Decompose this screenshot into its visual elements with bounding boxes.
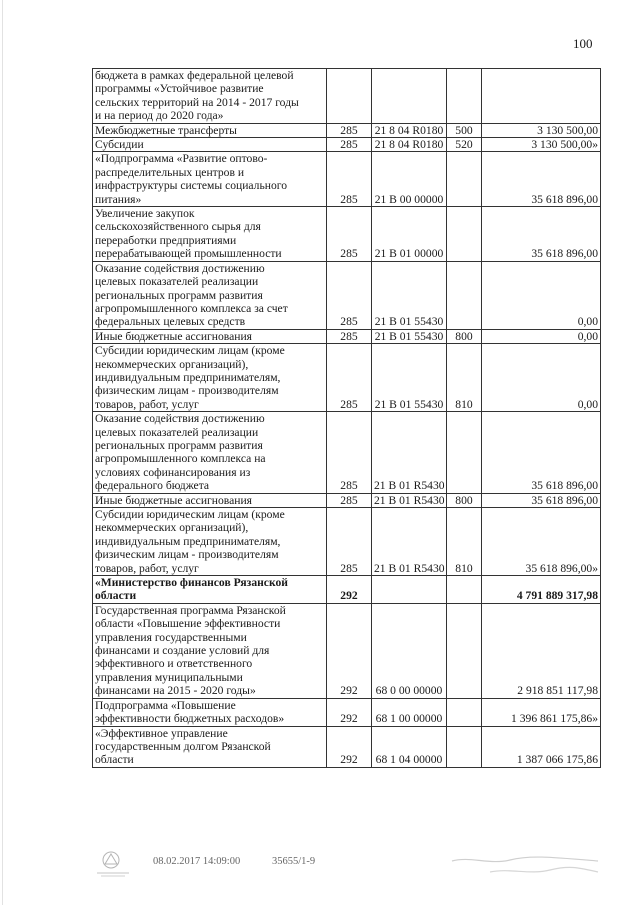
row-expense-type — [447, 603, 482, 698]
row-name: Субсидии юридическим лицам (кроме некоммерческих организаций), индивидуальным предпринимателям, физическим лицам - производителям товаров, работ, услуг — [93, 344, 327, 412]
table-row — [93, 412, 601, 493]
row-amount: 3 130 500,00 — [482, 123, 601, 137]
row-admin-code: 285 — [327, 412, 372, 493]
row-admin-code: 292 — [327, 698, 372, 726]
row-expense-type: 810 — [447, 508, 482, 576]
row-expense-type — [447, 207, 482, 262]
row-name: Иные бюджетные ассигнования — [93, 493, 327, 507]
row-name: Иные бюджетные ассигнования — [93, 329, 327, 343]
table-row — [93, 152, 601, 207]
row-expense-type — [447, 152, 482, 207]
row-expense-type: 810 — [447, 344, 482, 412]
row-admin-code — [327, 69, 372, 124]
table-row — [93, 603, 601, 698]
row-name: Государственная программа Рязанской области «Повышение эффективности управления государственными финансами и создание условий для эффективного и ответственного управления муниципальными финансами на 2015 - 2020 годы» — [93, 603, 327, 698]
row-amount: 35 618 896,00 — [482, 152, 601, 207]
table-row — [93, 493, 601, 507]
table-row — [93, 726, 601, 767]
table-row — [93, 576, 601, 604]
row-name: Межбюджетные трансферты — [93, 123, 327, 137]
row-amount: 1 396 861 175,86» — [482, 698, 601, 726]
row-admin-code: 285 — [327, 329, 372, 343]
row-name: Оказание содействия достижению целевых показателей реализации региональных программ развития агропромышленного комплекса за счет федеральных целевых средств — [93, 261, 327, 329]
row-name: «Министерство финансов Рязанской области — [93, 576, 327, 604]
row-target-code: 21 8 04 R0180 — [372, 123, 447, 137]
row-admin-code: 292 — [327, 576, 372, 604]
row-amount: 0,00 — [482, 261, 601, 329]
row-expense-type — [447, 576, 482, 604]
row-amount: 35 618 896,00 — [482, 207, 601, 262]
row-name: Подпрограмма «Повышение эффективности бюджетных расходов» — [93, 698, 327, 726]
row-amount — [482, 69, 601, 124]
table-row — [93, 698, 601, 726]
row-admin-code: 292 — [327, 603, 372, 698]
footer-date: 08.02.2017 14:09:00 — [153, 856, 241, 867]
watermark — [450, 852, 600, 878]
row-expense-type — [447, 726, 482, 767]
row-expense-type: 800 — [447, 329, 482, 343]
row-amount: 0,00 — [482, 329, 601, 343]
row-name: Субсидии юридическим лицам (кроме некоммерческих организаций), индивидуальным предпринимателям, физическим лицам - производителям товаров, работ, услуг — [93, 508, 327, 576]
row-target-code: 21 В 01 R5430 — [372, 493, 447, 507]
table-row — [93, 508, 601, 576]
row-name: Оказание содействия достижению целевых показателей реализации региональных программ развития агропромышленного комплекса на условиях софинансирования из федерального бюджета — [93, 412, 327, 493]
row-target-code: 21 В 01 55430 — [372, 344, 447, 412]
row-name: «Эффективное управление государственным долгом Рязанской области — [93, 726, 327, 767]
row-target-code: 68 1 00 00000 — [372, 698, 447, 726]
row-amount: 0,00 — [482, 344, 601, 412]
footer-doc-code: 35655/1-9 — [272, 856, 316, 867]
row-amount: 4 791 889 317,98 — [482, 576, 601, 604]
row-admin-code: 285 — [327, 152, 372, 207]
row-admin-code: 285 — [327, 508, 372, 576]
row-expense-type: 500 — [447, 123, 482, 137]
table-row — [93, 329, 601, 343]
row-admin-code: 285 — [327, 261, 372, 329]
row-expense-type — [447, 261, 482, 329]
row-admin-code: 285 — [327, 207, 372, 262]
row-name: Увеличение закупок сельскохозяйственного сырья для переработки предприятиями перерабатывающей промышленности — [93, 207, 327, 262]
table-row — [93, 261, 601, 329]
row-amount: 3 130 500,00» — [482, 138, 601, 152]
row-admin-code: 285 — [327, 344, 372, 412]
row-admin-code: 285 — [327, 123, 372, 137]
row-target-code: 21 В 01 55430 — [372, 329, 447, 343]
table-row — [93, 69, 601, 124]
page-edge-line — [2, 0, 3, 905]
row-amount: 35 618 896,00 — [482, 412, 601, 493]
row-admin-code: 285 — [327, 138, 372, 152]
table-row — [93, 207, 601, 262]
row-admin-code: 285 — [327, 493, 372, 507]
row-target-code: 21 В 01 55430 — [372, 261, 447, 329]
row-target-code: 21 В 01 R5430 — [372, 508, 447, 576]
row-target-code: 68 1 04 00000 — [372, 726, 447, 767]
row-expense-type — [447, 698, 482, 726]
row-target-code: 68 0 00 00000 — [372, 603, 447, 698]
budget-table — [92, 68, 601, 768]
row-amount: 35 618 896,00» — [482, 508, 601, 576]
row-amount: 35 618 896,00 — [482, 493, 601, 507]
row-expense-type: 800 — [447, 493, 482, 507]
row-admin-code: 292 — [327, 726, 372, 767]
row-name: «Подпрограмма «Развитие оптово- распределительных центров и инфраструктуры системы социального питания» — [93, 152, 327, 207]
table-row — [93, 123, 601, 137]
row-target-code: 21 В 01 00000 — [372, 207, 447, 262]
row-expense-type — [447, 69, 482, 124]
row-amount: 2 918 851 117,98 — [482, 603, 601, 698]
row-expense-type: 520 — [447, 138, 482, 152]
row-name: Субсидии — [93, 138, 327, 152]
table-row — [93, 344, 601, 412]
row-name: бюджета в рамках федеральной целевой программы «Устойчивое развитие сельских территорий на 2014 - 2017 годы и на период до 2020 года» — [93, 69, 327, 124]
row-target-code — [372, 69, 447, 124]
page-number: 100 — [573, 36, 593, 51]
row-target-code: 21 8 04 R0180 — [372, 138, 447, 152]
row-expense-type — [447, 412, 482, 493]
row-target-code — [372, 576, 447, 604]
table-row — [93, 138, 601, 152]
row-amount: 1 387 066 175,86 — [482, 726, 601, 767]
emblem-stamp — [95, 848, 137, 878]
row-target-code: 21 В 00 00000 — [372, 152, 447, 207]
row-target-code: 21 В 01 R5430 — [372, 412, 447, 493]
